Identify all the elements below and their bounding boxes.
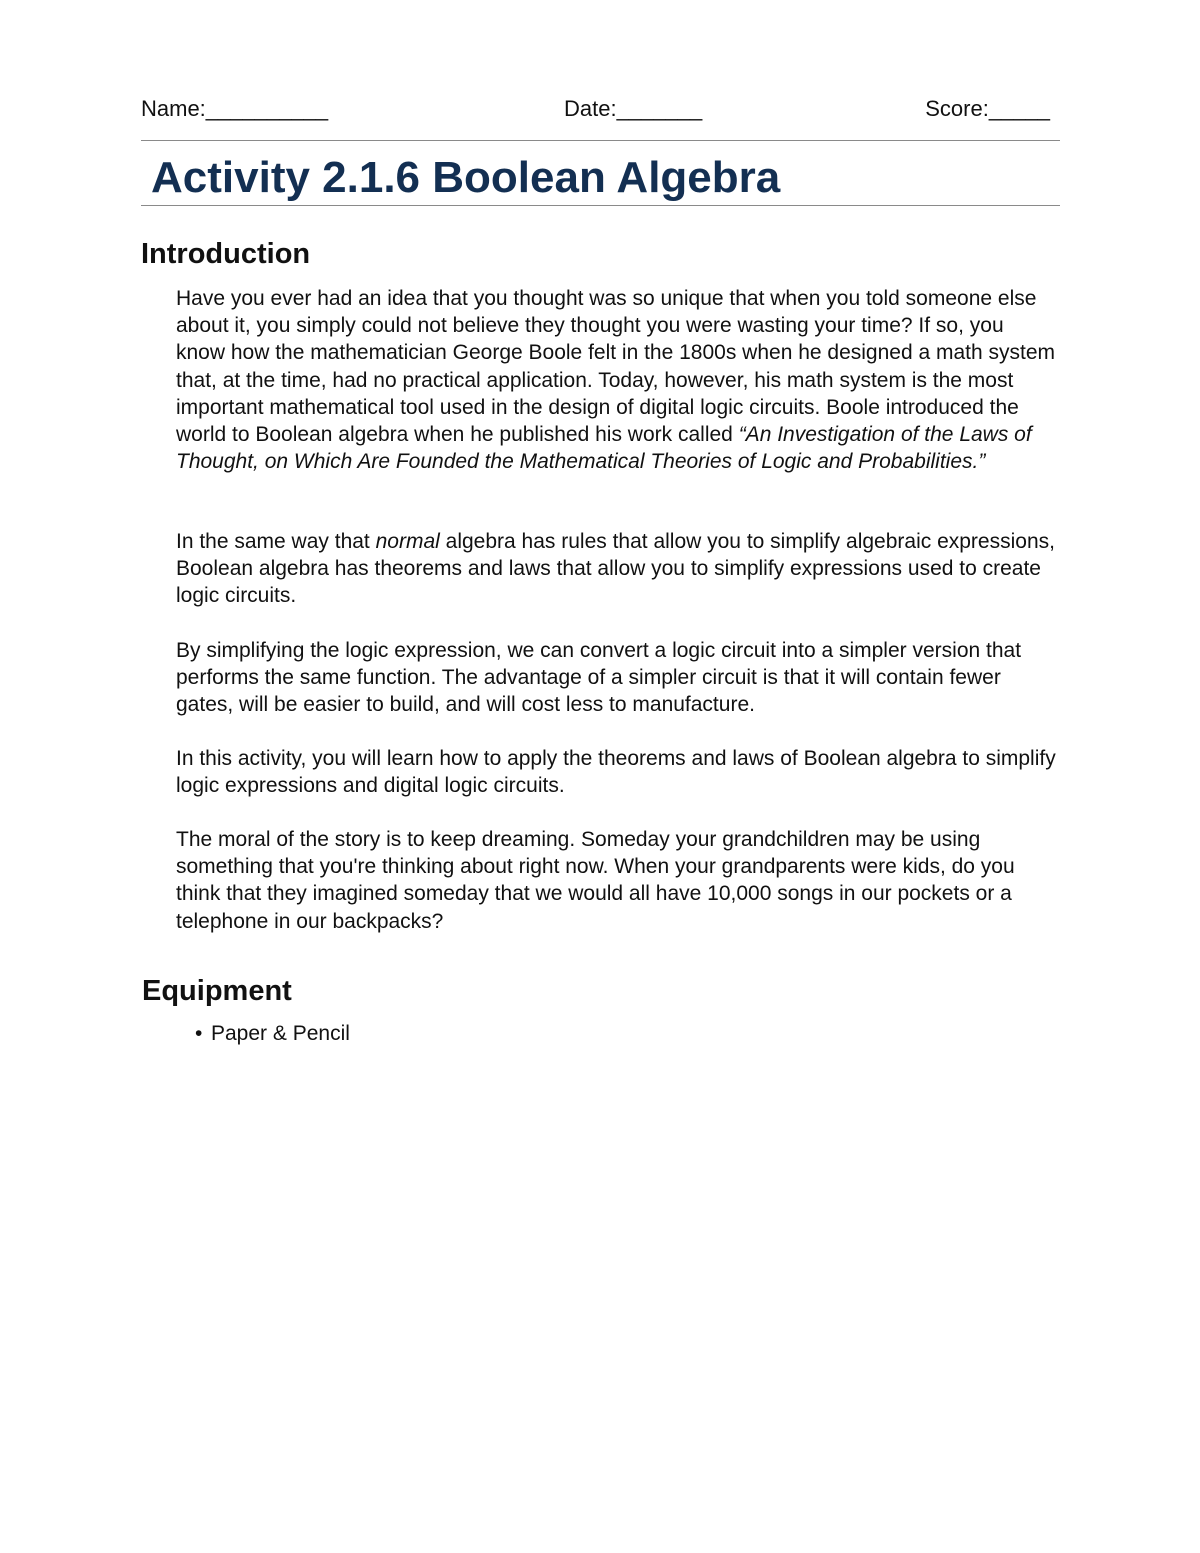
book-title-italic: “An Investigation of the Laws of Thought, on Which Are Founded the Mathematical Theories of Logic and Probabilities.” xyxy=(176,423,1032,474)
intro-paragraph-5: The moral of the story is to keep dreaming. Someday your grandchildren may be using something that you're thinking about right now. When your grandparents were kids, do you think that they imagined someday that we would all have 10,000 songs in our pockets or a telephone in our backpacks? xyxy=(176,828,1015,933)
date-field[interactable]: Date:_______ xyxy=(564,96,703,121)
intro-paragraph-3: By simplifying the logic expression, we can convert a logic circuit into a simpler version that performs the same function. The advantage of a simpler circuit is that it will contain fewer gates, will be easier to build, and will cost less to manufacture. xyxy=(176,639,1022,717)
list-item xyxy=(195,1020,350,1048)
score-field[interactable]: Score:_____ xyxy=(925,96,1050,121)
introduction-heading: Introduction xyxy=(141,238,311,270)
equipment-heading: Equipment xyxy=(142,975,292,1007)
header-fields xyxy=(141,96,1060,128)
intro-paragraph-2 xyxy=(176,528,1058,610)
equipment-list xyxy=(195,1020,350,1048)
equipment-item-label: Paper & Pencil xyxy=(211,1022,350,1045)
intro-paragraph-4: In this activity, you will learn how to apply the theorems and laws of Boolean algebra to simplify logic expressions and digital logic circuits. xyxy=(176,747,1056,798)
header-divider xyxy=(141,140,1060,141)
page-title: Activity 2.1.6 Boolean Algebra xyxy=(151,153,781,202)
normal-italic: normal xyxy=(375,530,440,553)
name-field[interactable]: Name:__________ xyxy=(141,96,329,121)
intro-paragraph-2-text-a: In the same way that xyxy=(176,530,376,553)
intro-paragraph-1 xyxy=(176,285,1058,475)
title-divider xyxy=(141,205,1060,206)
intro-paragraph-1-text: Have you ever had an idea that you thought was so unique that when you told someone else about it, you simply could not believe they thought you were wasting your time? If so, you know how the mathematician George Boole felt in the 1800s when he designed a math system that, at the time, had no practical application. Today, however, his math system is the most important mathematical tool used in the design of digital logic circuits. Boole introduced the world to Boolean algebra when he published his work called xyxy=(176,287,1056,447)
bullet-icon: • xyxy=(195,1022,203,1045)
intro-paragraph-2-text-b: algebra has rules that allow you to simplify algebraic expressions, Boolean algebra has theorems and laws that allow you to simplify expressions used to create logic circuits. xyxy=(176,530,1055,608)
